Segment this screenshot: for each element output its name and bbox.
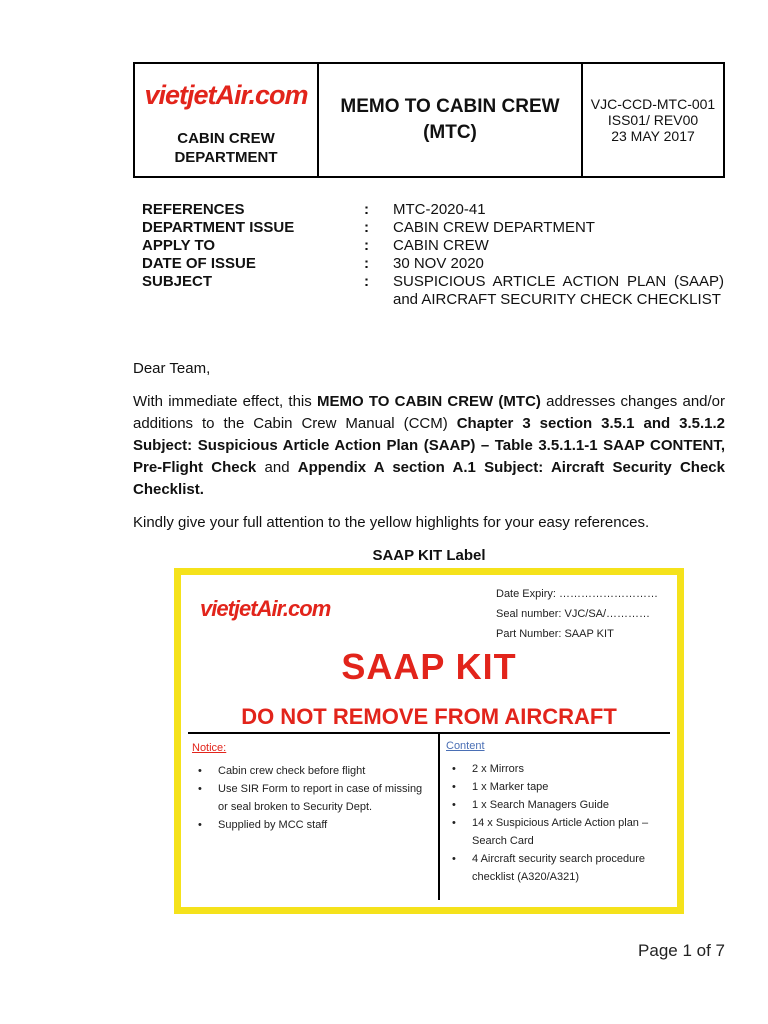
- list-item: • 1 x Marker tape: [472, 778, 676, 796]
- document-header: [133, 62, 725, 178]
- header-title-cell: [319, 64, 583, 176]
- page-number: Page 1 of 7: [638, 941, 725, 960]
- list-item: • 14 x Suspicious Article Action plan – Search Card: [472, 814, 676, 850]
- saap-kit-label: [174, 568, 684, 914]
- kit-meta: [496, 584, 658, 644]
- department-label: CABIN CREW DEPARTMENT: [174, 129, 278, 166]
- list-item: • Cabin crew check before flight: [218, 762, 432, 780]
- content-title: Content: [446, 740, 485, 752]
- notice-title: Notice:: [192, 742, 227, 754]
- kit-notice: [192, 742, 432, 834]
- part-number: Part Number: SAAP KIT: [496, 628, 614, 640]
- intro-paragraph: With immediate effect, this MEMO TO CABIN CREW (MTC) addresses changes and/or additions to the Cabin Crew Manual (CCM) Chapter 3 section 3.5.1 and 3.5.1.2 Subject: Suspicious Article Action Plan (SAAP) – Table 3.5.1.1-1 SAAP CONTENT, Pre-Flight Check and Appendix A section A.1 Subject: Aircraft Security Check Checklist.: [133, 393, 726, 498]
- kit-column-divider: [438, 732, 440, 900]
- list-item: • 2 x Mirrors: [472, 760, 676, 778]
- notice-list: [192, 762, 432, 834]
- ref-row: DEPARTMENT ISSUE : CABIN CREW DEPARTMENT: [142, 219, 595, 236]
- attention-paragraph: Kindly give your full attention to the yellow highlights for your easy references.: [133, 514, 650, 531]
- doc-issue: ISS01/ REV00: [607, 112, 699, 128]
- content-list: [446, 760, 676, 886]
- memo-body: [133, 358, 725, 567]
- list-item: • Use SIR Form to report in case of missing or seal broken to Security Dept.: [218, 780, 432, 816]
- kit-divider: [188, 732, 670, 734]
- ref-row: APPLY TO : CABIN CREW: [142, 237, 489, 254]
- memo-title: MEMO TO CABIN CREW (MTC): [340, 96, 560, 143]
- list-item: • 1 x Search Managers Guide: [472, 796, 676, 814]
- ref-row: REFERENCES : MTC-2020-41: [142, 201, 486, 218]
- list-item: • Supplied by MCC staff: [218, 816, 432, 834]
- kit-title: SAAP KIT: [341, 646, 517, 687]
- header-docref-cell: [583, 64, 723, 176]
- doc-date: 23 MAY 2017: [611, 128, 695, 144]
- kit-vietjet-logo: vietjetAir.com: [200, 596, 331, 621]
- greeting: Dear Team,: [133, 360, 211, 377]
- vietjet-logo: vietjetAir.com: [144, 79, 308, 110]
- ref-row: DATE OF ISSUE : 30 NOV 2020: [142, 255, 484, 272]
- reference-block: [142, 201, 724, 309]
- list-item: • 4 Aircraft security search procedure checklist (A320/A321): [472, 850, 676, 886]
- doc-code: VJC-CCD-MTC-001: [590, 96, 716, 112]
- saap-kit-label-title: SAAP KIT Label: [372, 547, 486, 564]
- ref-row: SUBJECT : SUSPICIOUS ARTICLE ACTION PLAN (SAAP) and AIRCRAFT SECURITY CHECK CHECKLIST: [142, 273, 724, 308]
- date-expiry: Date Expiry: ………………………: [496, 588, 658, 600]
- header-logo-cell: [135, 64, 319, 176]
- kit-subtitle: DO NOT REMOVE FROM AIRCRAFT: [241, 704, 617, 729]
- kit-content: [446, 740, 676, 886]
- seal-number: Seal number: VJC/SA/…………: [496, 608, 651, 620]
